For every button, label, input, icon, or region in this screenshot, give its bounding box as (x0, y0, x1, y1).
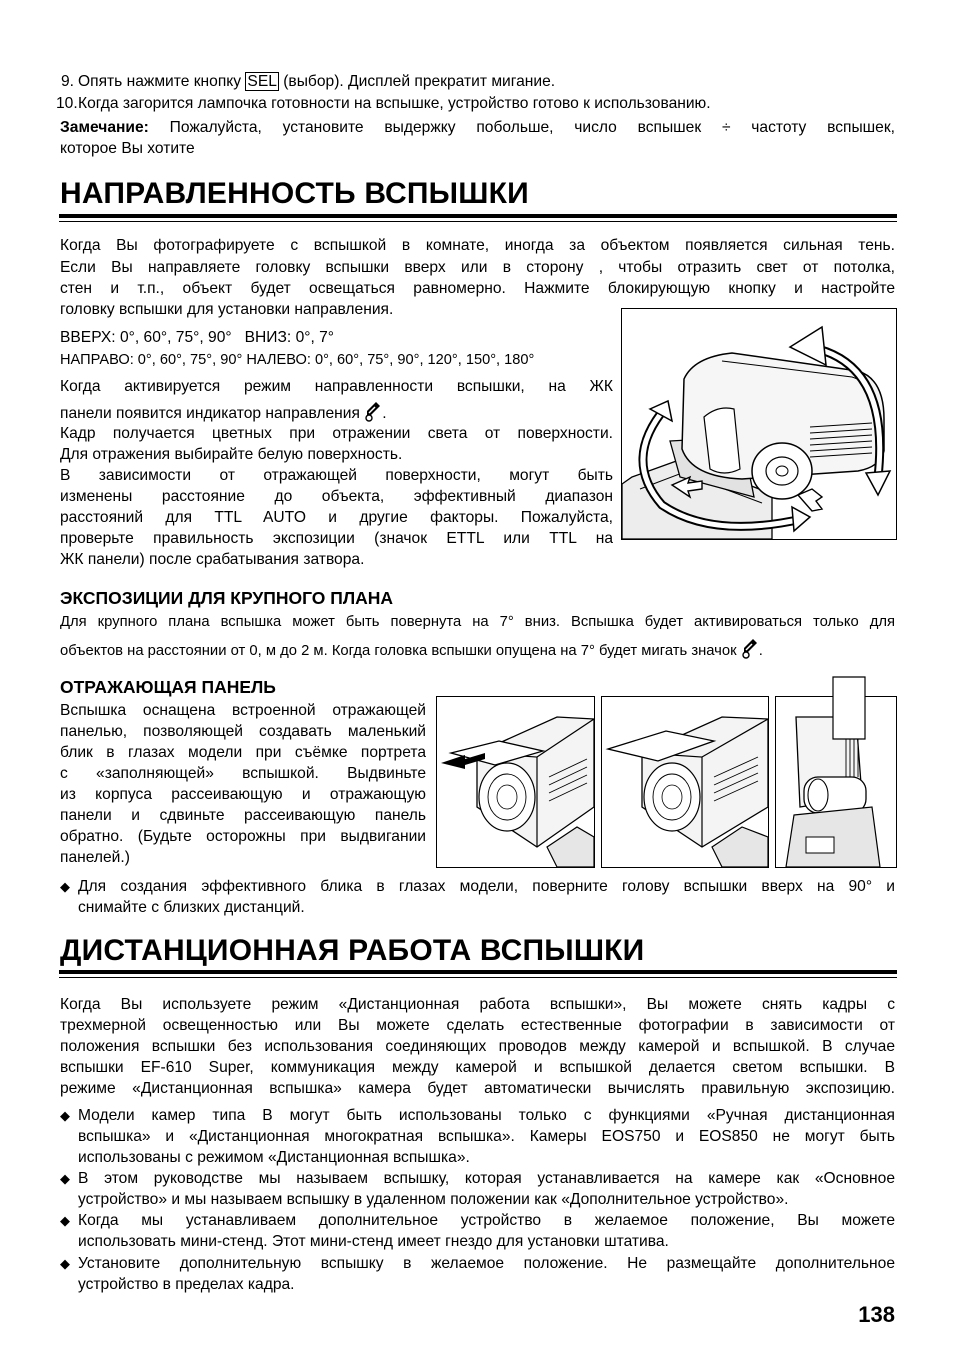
reflector-line-3: блик в глазах модели при съёмке портрета (60, 744, 426, 761)
angles-right-left: НАПРАВО: 0°, 60°, 75°, 90° НАЛЕВО: 0°, 60°, 75°, 90°, 120°, 150°, 180° (60, 352, 535, 368)
reflector-line-8: панелей.) (60, 849, 130, 866)
remote-intro-4: вспышки EF-610 Super, коммуникация между камерой и вспышкой делается светом вспышки. В (60, 1059, 895, 1076)
remote-bullet-3-line-1: Когда мы устанавливаем дополнительное устройство в желаемое положение, Вы можете (78, 1212, 895, 1229)
remote-intro-1: Когда Вы используете режим «Дистанционная работа вспышки», Вы можете снять кадры с (60, 996, 895, 1013)
step-10-number: 10. (56, 95, 78, 112)
remote-bullet-3-glyph: ◆ (60, 1213, 70, 1228)
note-text-1: Пожалуйста, установите выдержку побольше, число вспышек ÷ частоту вспышек, (148, 119, 895, 136)
direction-body-1: Когда активируется режим направленности вспышки, на ЖК (60, 378, 613, 395)
bounce-indicator-blink-icon (741, 637, 759, 659)
bounce-indicator-icon (364, 400, 382, 422)
direction-body-7: расстояний для TTL AUTO и другие факторы. Пожалуйста, (60, 509, 613, 526)
note-line-1 (60, 117, 895, 138)
remote-bullet-4-glyph: ◆ (60, 1256, 70, 1271)
direction-body-8: проверьте правильность экспозиции (значок ETTL или TTL на (60, 530, 613, 547)
reflector-pull-out-illustration (436, 696, 595, 868)
remote-bullet-1-line-2: вспышка» и «Дистанционная многократная вспышка». Камеры EOS750 и EOS850 не могут быть (78, 1128, 895, 1145)
sel-key-label: SEL (247, 73, 277, 90)
reflector-line-4: с «заполняющей» вспышкой. Выдвиньте (60, 765, 426, 782)
angles-up-down: ВВЕРХ: 0°, 60°, 75°, 90° ВНИЗ: 0°, 7° (60, 329, 335, 346)
remote-bullet-1-glyph: ◆ (60, 1108, 70, 1123)
step-9-number: 9. (60, 73, 74, 90)
direction-body-4: Для отражения выбирайте белую поверхность. (60, 446, 403, 463)
title-rule-thin-2 (59, 977, 897, 978)
closeup-line-1: Для крупного плана вспышка может быть повернута на 7° вниз. Вспышка будет активироваться только для (60, 614, 895, 630)
note-line-2: которое Вы хотите (60, 140, 195, 157)
step-9-after: (выбор). Дисплей прекратит мигание. (278, 73, 556, 90)
page-number: 138 (858, 1302, 895, 1327)
reflector-tip-line-2: снимайте с близких дистанций. (78, 899, 305, 916)
remote-intro-2: трехмерной освещенностью или Вы можете сделать естественные фотографии в зависимости от (60, 1017, 895, 1034)
direction-body-9: ЖК панели) после срабатывания затвора. (60, 551, 365, 568)
reflector-tip-line-1: Для создания эффективного блика в глазах модели, поверните голову вспышки вверх на 90° и (78, 878, 895, 895)
closeup-suffix: . (758, 643, 763, 659)
reflector-line-1: Вспышка оснащена встроенной отражающей (60, 702, 426, 719)
remote-bullet-1-line-1: Модели камер типа B могут быть использованы только с функциями «Ручная дистанционная (78, 1107, 895, 1124)
direction-body-2-text: панели появится индикатор направления (60, 405, 360, 422)
reflector-tip-bullet: ◆ (60, 879, 70, 894)
step-9-before: Опять нажмите кнопку (78, 73, 246, 90)
reflector-line-5: из корпуса рассеивающую и отражающую (60, 786, 426, 803)
remote-bullet-3-line-2: использовать мини-стенд. Этот мини-стенд имеет гнездо для установки штатива. (78, 1233, 669, 1250)
remote-intro-3: положения вспышки без использования соединяющих проводов между камерой и вспышкой. В случае (60, 1038, 895, 1055)
flash-rotation-illustration (621, 308, 897, 540)
section-title-remote: ДИСТАНЦИОННАЯ РАБОТА ВСПЫШКИ (60, 934, 645, 967)
remote-bullet-4-line-2: устройство в пределах кадра. (78, 1276, 295, 1293)
direction-body-3: Кадр получается цветных при отражении света от поверхности. (60, 425, 613, 442)
remote-bullet-2-line-1: В этом руководстве мы называем вспышку, которая устанавливается на камере как «Основное (78, 1170, 895, 1187)
direction-intro-3: стен и т.п., объект будет освещаться равномерно. Нажмите блокирующую кнопку и настройте (60, 280, 895, 297)
closeup-title: ЭКСПОЗИЦИИ ДЛЯ КРУПНОГО ПЛАНА (60, 588, 394, 608)
remote-bullet-2-line-2: устройство» и мы называем вспышку в удаленном положении как «Дополнительное устройство». (78, 1191, 789, 1208)
reflector-line-7: обратно. (Будьте осторожны при выдвигании (60, 828, 426, 845)
title-rule-thin (59, 221, 897, 222)
direction-body-6: изменены расстояние до объекта, эффективный диапазон (60, 488, 613, 505)
reflector-line-6: панели и сдвиньте рассеивающую панель (60, 807, 426, 824)
reflector-line-2: панелью, позволяющей создавать маленький (60, 723, 426, 740)
remote-bullet-4-line-1: Установите дополнительную вспышку в желаемое положение. Не размещайте дополнительное (78, 1255, 895, 1272)
note-label: Замечание: (60, 119, 149, 136)
closeup-line-2-text: объектов на расстоянии от 0, м до 2 м. Когда головка вспышки опущена на 7° будет мигать значок (60, 643, 737, 659)
remote-bullet-2-glyph: ◆ (60, 1171, 70, 1186)
title-rule-thick-2 (59, 970, 897, 974)
section-title-direction: НАПРАВЛЕННОСТЬ ВСПЫШКИ (60, 177, 529, 210)
step-9-text (78, 71, 555, 92)
direction-body-5: В зависимости от отражающей поверхности, могут быть (60, 467, 613, 484)
direction-body-2 (60, 400, 613, 424)
remote-bullet-1-line-3: использованы с режимом «Дистанционная вспышка». (78, 1149, 470, 1166)
direction-intro-4: головку вспышки для установки направления. (60, 301, 394, 318)
step-10-text: Когда загорится лампочка готовности на вспышке, устройство готово к использованию. (78, 95, 711, 112)
reflector-card-shape (832, 676, 866, 740)
closeup-line-2 (60, 637, 895, 662)
title-rule-thick (59, 214, 897, 218)
direction-intro-2: Если Вы направляете головку вспышки вверх или в сторону , чтобы отразить свет от потолка, (60, 259, 895, 276)
remote-intro-5: режиме «Дистанционная вспышка» камера будет автоматически вычислять правильную экспозицию. (60, 1080, 895, 1097)
direction-intro-1: Когда Вы фотографируете с вспышкой в комнате, иногда за объектом появляется сильная тень. (60, 237, 895, 254)
reflector-title: ОТРАЖАЮЩАЯ ПАНЕЛЬ (60, 677, 276, 697)
direction-body-2-suffix: . (382, 405, 387, 422)
reflector-panel-out-illustration (601, 696, 769, 868)
